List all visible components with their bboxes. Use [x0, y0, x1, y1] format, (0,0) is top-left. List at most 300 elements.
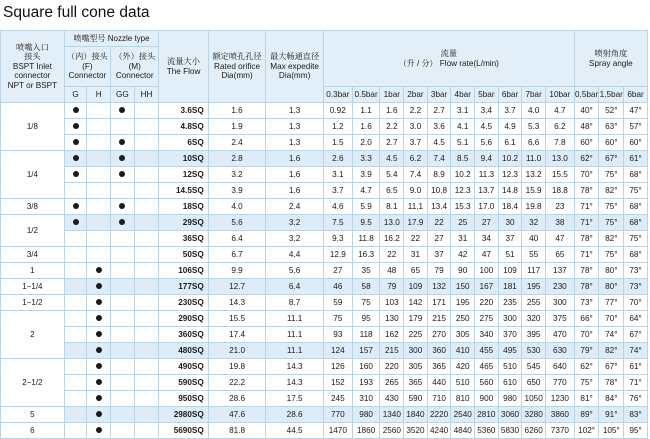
flow-cell: 3.3 — [352, 151, 380, 167]
type-h-cell — [87, 247, 111, 263]
angle-en: Spray angle — [589, 58, 633, 68]
angle-cell: 68° — [624, 199, 648, 215]
page-title: Square full cone data — [3, 4, 150, 21]
flow-cell: 4.5 — [475, 119, 499, 135]
type-hh-cell — [134, 103, 159, 119]
flow-cell: 440 — [427, 375, 451, 391]
passage-cell: 14.3 — [266, 375, 324, 391]
flow-cell: 109 — [404, 279, 428, 295]
flowrate-unit: （升 / 分） — [398, 58, 438, 68]
flow-cell: 14.8 — [498, 183, 522, 199]
flow-cell: 610 — [498, 375, 522, 391]
type-g-cell — [64, 375, 87, 391]
flow-cell: 3.0 — [404, 119, 428, 135]
available-dot-icon — [73, 171, 79, 177]
flow-cell: 12.3 — [498, 167, 522, 183]
flow-cell: 4.5 — [380, 151, 404, 167]
type-h-cell — [87, 119, 111, 135]
type-hh-cell — [134, 199, 159, 215]
pressure-header: 4bar — [451, 87, 475, 103]
passage-cell: 3.2 — [266, 215, 324, 231]
flow-cell: 2220 — [427, 407, 451, 423]
orifice-cell: 14.3 — [208, 295, 266, 311]
flow-cell: 2.2 — [380, 119, 404, 135]
type-h-cell — [87, 263, 111, 279]
flow-cell: 300 — [498, 311, 522, 327]
type-gg-cell — [111, 343, 135, 359]
type-g-cell — [64, 423, 87, 439]
type-h-cell — [87, 407, 111, 423]
type-h-cell — [87, 311, 111, 327]
flow-cell: 15.5 — [545, 167, 574, 183]
available-dot-icon — [96, 299, 102, 305]
table-body — [1, 103, 648, 439]
flow-cell: 31 — [451, 231, 475, 247]
model-cell: 950SQ — [159, 391, 208, 407]
type-h-cell — [87, 295, 111, 311]
type-hh-cell — [134, 375, 159, 391]
passage-cell: 28.6 — [266, 407, 324, 423]
flow-cell: 2560 — [380, 423, 404, 439]
flow-cell: 1.6 — [380, 103, 404, 119]
angle-cell: 67° — [624, 327, 648, 343]
pressure-header: 10bar — [545, 87, 574, 103]
flow-cell: 365 — [404, 375, 428, 391]
type-gg-cell — [111, 295, 135, 311]
flow-cell: 95 — [352, 311, 380, 327]
connector-size-cell: 1 — [1, 263, 65, 279]
type-hh-cell — [134, 263, 159, 279]
type-hh-cell — [134, 391, 159, 407]
flow-cell: 250 — [451, 311, 475, 327]
type-gg-cell — [111, 263, 135, 279]
type-hh-cell — [134, 359, 159, 375]
flow-cell: 7.4 — [404, 167, 428, 183]
sub-header-h: H — [87, 87, 111, 103]
type-hh-cell — [134, 167, 159, 183]
flow-cell: 157 — [352, 343, 380, 359]
passage-cell: 6.4 — [266, 279, 324, 295]
flow-cell: 9.5 — [352, 215, 380, 231]
flow-cell: 6.2 — [404, 151, 428, 167]
flow-cell: 3.1 — [323, 167, 352, 183]
flow-cell: 640 — [545, 359, 574, 375]
passage-cell: 3.2 — [266, 231, 324, 247]
orifice-cell: 9.9 — [208, 263, 266, 279]
angle-cell: 82° — [599, 343, 624, 359]
flow-cell: 16.3 — [352, 247, 380, 263]
angle-cell: 68° — [624, 215, 648, 231]
flow-cell: 230 — [545, 279, 574, 295]
flow-cell: 3280 — [522, 407, 546, 423]
connector-size-cell: 2−1/2 — [1, 359, 65, 407]
pressure-header: 0.5bar — [352, 87, 380, 103]
flow-cell: 5830 — [498, 423, 522, 439]
flow-cell: 245 — [323, 391, 352, 407]
passage-cell: 5.6 — [266, 263, 324, 279]
type-g-cell — [64, 135, 87, 151]
table-row — [1, 327, 648, 343]
flow-cell: 167 — [475, 279, 499, 295]
orifice-cell: 28.6 — [208, 391, 266, 407]
type-g-cell — [64, 407, 87, 423]
table-row — [1, 199, 648, 215]
angle-cell: 78° — [574, 231, 599, 247]
flow-cell: 142 — [404, 295, 428, 311]
flow-cell: 3520 — [404, 423, 428, 439]
type-hh-cell — [134, 407, 159, 423]
flow-cell: 300 — [545, 295, 574, 311]
connector-size-cell: 3/4 — [1, 247, 65, 263]
flow-cell: 410 — [451, 343, 475, 359]
available-dot-icon — [73, 155, 79, 161]
flow-cell: 7.8 — [545, 135, 574, 151]
table-header — [1, 31, 648, 103]
table-row — [1, 311, 648, 327]
table-row — [1, 135, 648, 151]
type-g-cell — [64, 279, 87, 295]
pressure-header: 2bar — [404, 87, 428, 103]
flow-cell: 18.4 — [498, 199, 522, 215]
angle-cell: 61° — [624, 359, 648, 375]
available-dot-icon — [96, 283, 102, 289]
connector-size-cell: 1/2 — [1, 215, 65, 247]
flow-cell: 2810 — [475, 407, 499, 423]
flow-cell: 46 — [323, 279, 352, 295]
orifice-cell: 17.4 — [208, 327, 266, 343]
flow-cell: 79 — [380, 279, 404, 295]
table-row — [1, 151, 648, 167]
flowrate-label: 流量 — [440, 49, 458, 59]
angle-cell: 80° — [599, 263, 624, 279]
flow-cell: 9.3 — [323, 231, 352, 247]
flow-cell: 265 — [380, 375, 404, 391]
flow-cell: 1470 — [323, 423, 352, 439]
table-row — [1, 119, 648, 135]
flow-cell: 2.7 — [380, 135, 404, 151]
angle-cell: 74° — [599, 327, 624, 343]
angle-cell: 70° — [624, 295, 648, 311]
flow-cell: 13.0 — [380, 215, 404, 231]
flow-cell: 770 — [323, 407, 352, 423]
type-g-cell — [64, 167, 87, 183]
flow-cell: 530 — [522, 343, 546, 359]
flow-cell: 1340 — [380, 407, 404, 423]
flow-cell: 35 — [352, 263, 380, 279]
flow-cell: 27 — [323, 263, 352, 279]
angle-cell: 78° — [574, 183, 599, 199]
flow-cell: 16.2 — [380, 231, 404, 247]
model-cell: 5690SQ — [159, 423, 208, 439]
model-cell: 106SQ — [159, 263, 208, 279]
passage-cell: 1.6 — [266, 151, 324, 167]
available-dot-icon — [73, 203, 79, 209]
available-dot-icon — [119, 203, 125, 209]
available-dot-icon — [119, 171, 125, 177]
flow-cell: 1840 — [404, 407, 428, 423]
table-row — [1, 167, 648, 183]
flow-cell: 2540 — [451, 407, 475, 423]
flow-cell: 3.6 — [427, 119, 451, 135]
flow-cell: 1.1 — [352, 103, 380, 119]
type-h-cell — [87, 167, 111, 183]
connector-size-cell: 3/8 — [1, 199, 65, 215]
angle-cell: 74° — [624, 343, 648, 359]
connector-size-cell: 1−1/4 — [1, 279, 65, 295]
type-hh-cell — [134, 119, 159, 135]
sub-header-gg: GG — [111, 87, 135, 103]
orifice-cell: 47.6 — [208, 407, 266, 423]
flow-cell: 42 — [451, 247, 475, 263]
angle-cell: 79° — [574, 343, 599, 359]
flow-cell: 3.7 — [404, 135, 428, 151]
flow-cell: 25 — [451, 215, 475, 231]
type-gg-cell — [111, 279, 135, 295]
flow-cell: 900 — [475, 391, 499, 407]
flow-cell: 465 — [475, 359, 499, 375]
type-h-cell — [87, 183, 111, 199]
flow-cell: 47 — [475, 247, 499, 263]
flow-cell: 560 — [475, 375, 499, 391]
flow-cell: 179 — [404, 311, 428, 327]
flow-cell: 48 — [380, 263, 404, 279]
flow-cell: 23 — [545, 199, 574, 215]
flow-cell: 275 — [475, 311, 499, 327]
orifice-cell: 1.6 — [208, 103, 266, 119]
type-g-cell — [64, 247, 87, 263]
flow-cell: 31 — [404, 247, 428, 263]
flow-cell: 7.5 — [323, 215, 352, 231]
flow-cell: 17.9 — [404, 215, 428, 231]
flow-cell: 11.8 — [352, 231, 380, 247]
flow-cell: 6.6 — [522, 135, 546, 151]
angle-cell: 102° — [574, 423, 599, 439]
type-hh-cell — [134, 135, 159, 151]
flow-cell: 1.5 — [323, 135, 352, 151]
model-cell: 10SQ — [159, 151, 208, 167]
angle-cell: 71° — [624, 375, 648, 391]
pressure-header: 7bar — [522, 87, 546, 103]
flow-cell: 15.9 — [522, 183, 546, 199]
passage-cell: 1.3 — [266, 119, 324, 135]
angle-cell: 75° — [624, 183, 648, 199]
angle-cell: 60° — [574, 135, 599, 151]
type-g-cell — [64, 151, 87, 167]
orifice-cell: 3.9 — [208, 183, 266, 199]
flow-cell: 235 — [498, 295, 522, 311]
flow-cell: 4.7 — [352, 183, 380, 199]
angle-cell: 91° — [599, 407, 624, 423]
flow-cell: 11.1 — [404, 199, 428, 215]
available-dot-icon — [73, 219, 79, 225]
sub-header-hh: HH — [134, 87, 159, 103]
table-row — [1, 183, 648, 199]
flow-cell: 650 — [522, 375, 546, 391]
angle-cell: 83° — [624, 407, 648, 423]
flow-cell: 5.1 — [451, 135, 475, 151]
model-cell: 3.6SQ — [159, 103, 208, 119]
type-hh-cell — [134, 231, 159, 247]
flow-cell: 132 — [427, 279, 451, 295]
orifice-cell: 81.8 — [208, 423, 266, 439]
connector-size-cell: 5 — [1, 407, 65, 423]
flow-cell: 12.3 — [451, 183, 475, 199]
angle-cell: 73° — [574, 295, 599, 311]
flow-cell: 225 — [404, 327, 428, 343]
type-gg-cell — [111, 375, 135, 391]
type-hh-cell — [134, 343, 159, 359]
flowrate-en: Flow rate(L/min) — [439, 58, 499, 68]
table-row — [1, 391, 648, 407]
flow-cell: 137 — [545, 263, 574, 279]
type-h-cell — [87, 327, 111, 343]
type-gg-cell — [111, 423, 135, 439]
model-cell: 14.5SQ — [159, 183, 208, 199]
flow-cell: 220 — [475, 295, 499, 311]
flow-cell: 305 — [451, 327, 475, 343]
type-gg-cell — [111, 151, 135, 167]
type-hh-cell — [134, 151, 159, 167]
passage-cell: 44.5 — [266, 423, 324, 439]
type-g-cell — [64, 359, 87, 375]
table-row — [1, 215, 648, 231]
flow-cell: 2.0 — [352, 135, 380, 151]
flow-cell: 7.4 — [427, 151, 451, 167]
angle-cell: 67° — [599, 151, 624, 167]
angle-cell: 75° — [599, 199, 624, 215]
angle-cell: 68° — [624, 167, 648, 183]
flow-cell: 310 — [352, 391, 380, 407]
flow-cell: 1.6 — [352, 119, 380, 135]
flow-cell: 193 — [352, 375, 380, 391]
flow-cell: 980 — [352, 407, 380, 423]
type-g-cell — [64, 119, 87, 135]
available-dot-icon — [96, 411, 102, 417]
type-hh-cell — [134, 295, 159, 311]
flow-cell: 630 — [545, 343, 574, 359]
available-dot-icon — [96, 427, 102, 433]
flow-cell: 4.7 — [545, 103, 574, 119]
angle-cell: 64° — [624, 311, 648, 327]
available-dot-icon — [96, 267, 102, 273]
female-connector-header: （内）接头 (F) Connector — [64, 47, 110, 87]
flow-cell: 59 — [323, 295, 352, 311]
flow-cell: 65 — [404, 263, 428, 279]
type-gg-cell — [111, 359, 135, 375]
flow-cell: 430 — [380, 391, 404, 407]
flow-cell: 1.2 — [323, 119, 352, 135]
passage-cell: 1.6 — [266, 167, 324, 183]
connector-size-cell: 6 — [1, 423, 65, 439]
table-row — [1, 295, 648, 311]
flow-cell: 810 — [451, 391, 475, 407]
table-row — [1, 263, 648, 279]
type-g-cell — [64, 183, 87, 199]
flow-cell: 215 — [427, 311, 451, 327]
flow-cell: 4840 — [451, 423, 475, 439]
flow-cell: 79 — [427, 263, 451, 279]
angle-cell: 40° — [574, 103, 599, 119]
flow-cell: 7370 — [545, 423, 574, 439]
type-gg-cell — [111, 327, 135, 343]
angle-cell: 75° — [599, 167, 624, 183]
type-g-cell — [64, 103, 87, 119]
flow-cell: 710 — [427, 391, 451, 407]
flow-cell: 8.5 — [451, 151, 475, 167]
angle-cell: 75° — [599, 247, 624, 263]
type-hh-cell — [134, 311, 159, 327]
pressure-header: 3bar — [427, 87, 451, 103]
angle-cell: 75° — [599, 215, 624, 231]
type-hh-cell — [134, 247, 159, 263]
orifice-cell: 4.0 — [208, 199, 266, 215]
flow-cell: 10.8 — [427, 183, 451, 199]
flow-cell: 0.92 — [323, 103, 352, 119]
flow-cell: 6.2 — [545, 119, 574, 135]
orifice-cell: 2.4 — [208, 135, 266, 151]
angle-cell: 89° — [574, 407, 599, 423]
flow-cell: 181 — [498, 279, 522, 295]
flow-cell: 126 — [323, 359, 352, 375]
flow-cell: 3.9 — [352, 167, 380, 183]
flow-cell: 510 — [498, 359, 522, 375]
angle-cell: 68° — [624, 247, 648, 263]
available-dot-icon — [73, 107, 79, 113]
flow-cell: 6.1 — [498, 135, 522, 151]
model-cell: 2980SQ — [159, 407, 208, 423]
flow-cell: 545 — [522, 359, 546, 375]
flow-cell: 3.1 — [451, 103, 475, 119]
type-h-cell — [87, 391, 111, 407]
type-g-cell — [64, 263, 87, 279]
flow-cell: 590 — [404, 391, 428, 407]
flow-cell: 255 — [522, 295, 546, 311]
model-cell: 290SQ — [159, 311, 208, 327]
flow-cell: 152 — [323, 375, 352, 391]
angle-cell: 82° — [599, 183, 624, 199]
flow-cell: 3.7 — [498, 103, 522, 119]
orifice-cell: 1.9 — [208, 119, 266, 135]
flow-cell: 3060 — [498, 407, 522, 423]
model-cell: 490SQ — [159, 359, 208, 375]
flow-cell: 118 — [352, 327, 380, 343]
flow-cell: 37 — [498, 231, 522, 247]
orifice-cell: 22.2 — [208, 375, 266, 391]
orifice-cell: 12.7 — [208, 279, 266, 295]
passage-header: 最大畅通直径 Max expedite Dia(mm) — [266, 31, 324, 103]
flow-cell: 1050 — [522, 391, 546, 407]
type-h-cell — [87, 103, 111, 119]
flow-cell: 75 — [323, 311, 352, 327]
passage-cell: 1.6 — [266, 183, 324, 199]
flow-cell: 93 — [323, 327, 352, 343]
angle-cell: 78° — [599, 375, 624, 391]
flow-cell: 360 — [427, 343, 451, 359]
passage-cell: 14.3 — [266, 359, 324, 375]
flow-cell: 195 — [522, 279, 546, 295]
flow-cell: 5.4 — [380, 167, 404, 183]
angle-cell: 73° — [624, 263, 648, 279]
type-hh-cell — [134, 423, 159, 439]
flow-cell: 8.1 — [380, 199, 404, 215]
type-g-cell — [64, 295, 87, 311]
type-gg-cell — [111, 103, 135, 119]
angle-cell: 95° — [624, 423, 648, 439]
flow-cell: 3860 — [545, 407, 574, 423]
flow-cell: 117 — [522, 263, 546, 279]
angle-cell: 71° — [574, 215, 599, 231]
pressure-header: 5bar — [475, 87, 499, 103]
